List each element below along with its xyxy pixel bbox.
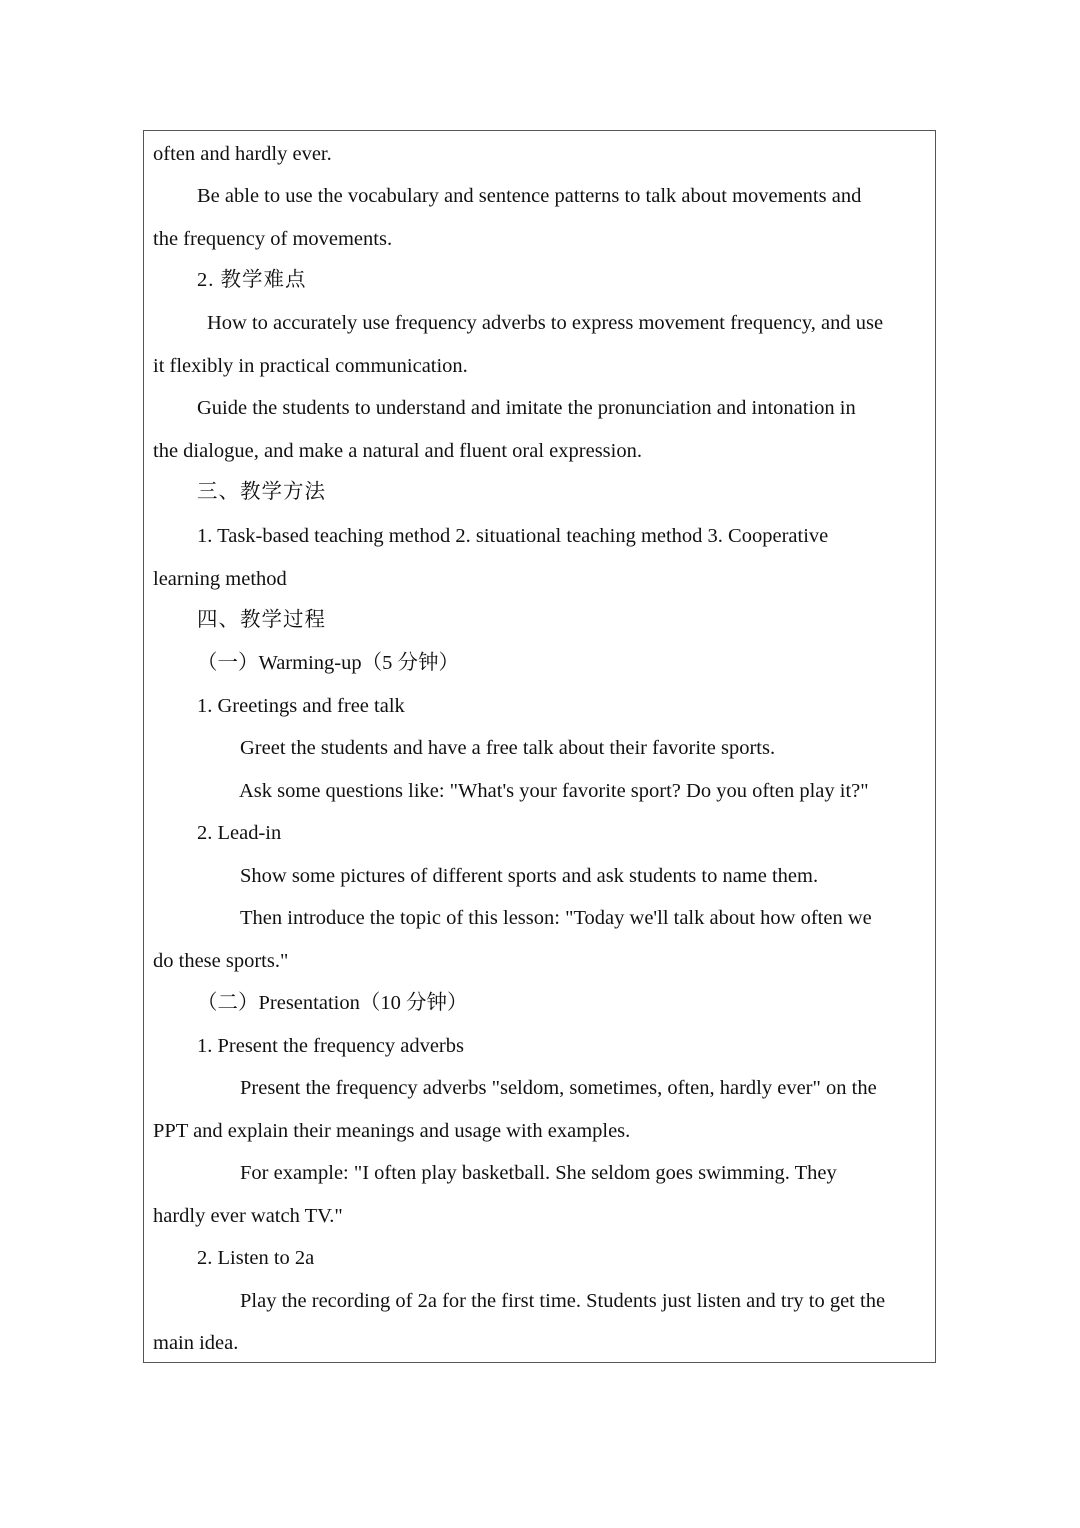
text-line: the frequency of movements. — [153, 228, 393, 250]
text-line: Show some pictures of different sports and ask students to name them. — [240, 865, 819, 887]
text-line: PPT and explain their meanings and usage with examples. — [153, 1120, 631, 1142]
text-line: the dialogue, and make a natural and fluent oral expression. — [153, 440, 642, 462]
text-line: learning method — [153, 568, 287, 590]
subsection-heading: （二）Presentation（10 分钟） — [197, 992, 468, 1014]
text-line: it flexibly in practical communication. — [153, 355, 468, 377]
text-line: How to accurately use frequency adverbs to express movement frequency, and use — [207, 312, 884, 334]
text-line: hardly ever watch TV." — [153, 1205, 343, 1227]
text-line: Ask some questions like: "What's your favorite sport? Do you often play it?" — [239, 780, 869, 802]
section-heading: 三、教学方法 — [197, 481, 326, 503]
text-line: Play the recording of 2a for the first time. Students just listen and try to get the — [240, 1290, 886, 1312]
text-line: do these sports." — [153, 950, 289, 972]
section-heading: 2. 教学难点 — [197, 269, 307, 291]
subsection-heading: （一）Warming-up（5 分钟） — [197, 652, 459, 674]
text-line: Greet the students and have a free talk about their favorite sports. — [240, 737, 776, 759]
text-line: For example: "I often play basketball. She seldom goes swimming. They — [240, 1162, 837, 1184]
text-line: main idea. — [153, 1332, 239, 1354]
text-line: Guide the students to understand and imitate the pronunciation and intonation in — [197, 397, 856, 419]
text-line: 2. Lead-in — [197, 822, 282, 844]
section-heading: 四、教学过程 — [197, 609, 326, 631]
text-line: Be able to use the vocabulary and sentence patterns to talk about movements and — [197, 185, 862, 207]
text-line: Then introduce the topic of this lesson: "Today we'll talk about how often we — [240, 907, 872, 929]
text-line: Present the frequency adverbs "seldom, sometimes, often, hardly ever" on the — [240, 1077, 877, 1099]
text-line: 1. Greetings and free talk — [197, 695, 405, 717]
text-line: 1. Task-based teaching method 2. situational teaching method 3. Cooperative — [197, 525, 829, 547]
text-line: 2. Listen to 2a — [197, 1247, 315, 1269]
text-line: 1. Present the frequency adverbs — [197, 1035, 464, 1057]
text-line: often and hardly ever. — [153, 143, 332, 165]
